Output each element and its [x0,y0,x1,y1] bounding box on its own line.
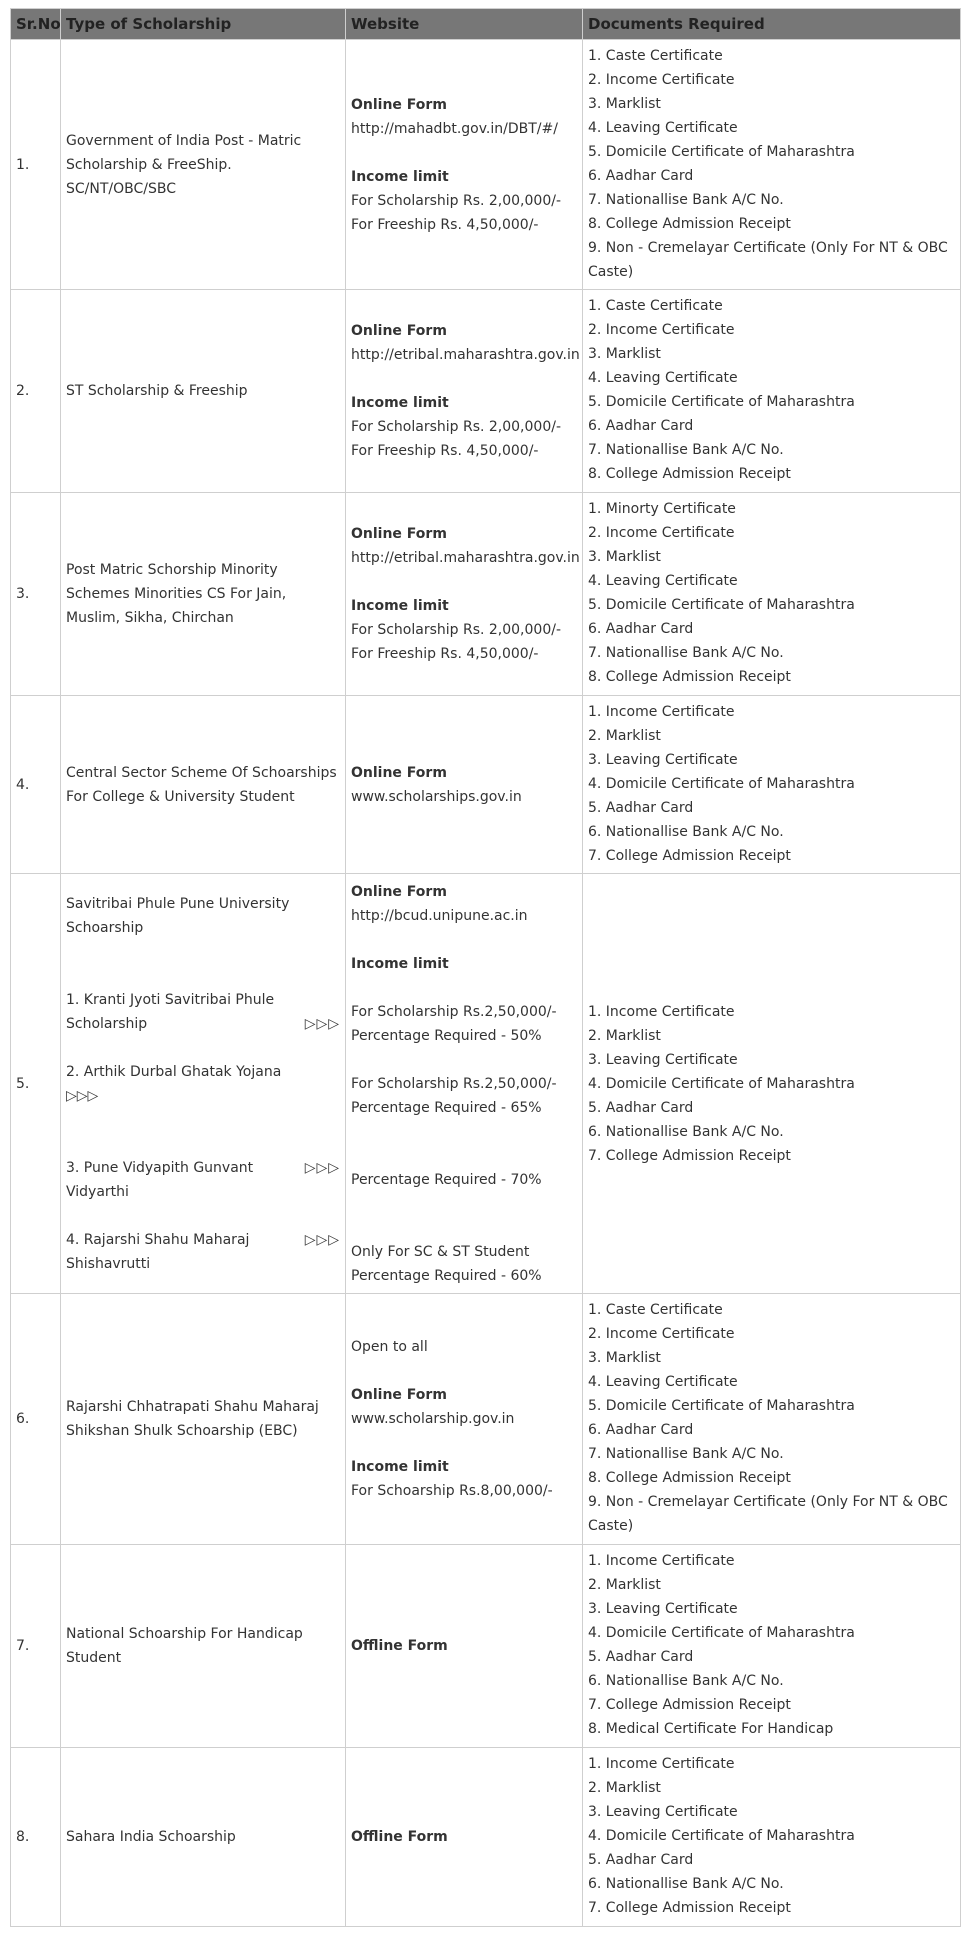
sub-scheme: 3. Pune Vidyapith Gunvant ▷▷▷ Vidyarthi [66,1156,340,1204]
scholarship-type: Rajarshi Chhatrapati Shahu Maharaj Shikshan Shulk Schoarship (EBC) [61,1294,346,1545]
row-number: 5. [11,874,61,1294]
arrow-triangles-icon: ▷▷▷ [304,1159,340,1176]
website-link[interactable]: www.scholarships.gov.in [351,788,522,805]
row-number: 6. [11,1294,61,1545]
sub-scheme: 4. Rajarshi Shahu Maharaj ▷▷▷ Shishavrutti [66,1228,340,1276]
table-header-row [11,9,961,40]
documents-list: 1. Income Certificate 2. Marklist 3. Leaving Certificate 4. Domicile Certificate of Maharashtra 5. Aadhar Card 6. Nationallise Bank A/C No. 7. College Admission Receipt 8. Medical Certificate For Handicap [583,1545,961,1748]
documents-list: 1. Caste Certificate 2. Income Certificate 3. Marklist 4. Leaving Certificate 5. Domicile Certificate of Maharashtra 6. Aadhar Card 7. Nationallise Bank A/C No. 8. College Admission Receipt 9. Non - Cremelayar Certificate (Only For NT & OBC Caste) [583,40,961,290]
documents-list: 1. Minorty Certificate 2. Income Certificate 3. Marklist 4. Leaving Certificate 5. Domicile Certificate of Maharashtra 6. Aadhar Card 7. Nationallise Bank A/C No. 8. College Admission Receipt [583,493,961,696]
arrow-triangles-icon: ▷▷▷ [304,1231,340,1248]
website-info: Offline Form [346,1545,583,1748]
table-row [11,874,961,1294]
scholarship-type: ST Scholarship & Freeship [61,290,346,493]
sub-scheme: 1. Kranti Jyoti Savitribai Phule Scholarship ▷▷▷ [66,988,340,1036]
documents-list: 1. Income Certificate 2. Marklist 3. Leaving Certificate 4. Domicile Certificate of Maharashtra 5. Aadhar Card 6. Nationallise Bank A/C No. 7. College Admission Receipt [583,1748,961,1927]
website-info: Online Form http://etribal.maharashtra.gov.in Income limit For Scholarship Rs. 2,00,000/- For Freeship Rs. 4,50,000/- [346,493,583,696]
table-row [11,696,961,874]
row-number: 1. [11,40,61,290]
website-link[interactable]: http://etribal.maharashtra.gov.in [351,550,580,566]
website-info: Online Form http://mahadbt.gov.in/DBT/#/ Income limit For Scholarship Rs. 2,00,000/- For Freeship Rs. 4,50,000/- [346,40,583,290]
scholarship-type: National Schoarship For Handicap Student [61,1545,346,1748]
scholarship-type: Post Matric Schorship Minority Schemes Minorities CS For Jain, Muslim, Sikha, Chirchan [61,493,346,696]
row-number: 3. [11,493,61,696]
scholarship-type: Government of India Post - Matric Scholarship & FreeShip. SC/NT/OBC/SBC [61,40,346,290]
header-documents: Documents Required [583,9,961,40]
website-link[interactable]: http://etribal.maharashtra.gov.in [351,347,580,363]
scholarship-type: Savitribai Phule Pune University Schoarship 1. Kranti Jyoti Savitribai Phule Scholarship ▷▷▷ 2. Arthik Durbal Ghatak Yojana ▷▷▷ 3. Pune Vidyapith Gunvant ▷▷▷ Vidyarthi 4. Rajarshi Shahu Maharaj ▷▷▷ Shishavrutti [61,874,346,1294]
row-number: 2. [11,290,61,493]
scholarship-type: Sahara India Schoarship [61,1748,346,1927]
documents-list: 1. Caste Certificate 2. Income Certificate 3. Marklist 4. Leaving Certificate 5. Domicile Certificate of Maharashtra 6. Aadhar Card 7. Nationallise Bank A/C No. 8. College Admission Receipt [583,290,961,493]
sub-scheme: 2. Arthik Durbal Ghatak Yojana ▷▷▷ [66,1060,340,1108]
documents-list: 1. Caste Certificate 2. Income Certificate 3. Marklist 4. Leaving Certificate 5. Domicile Certificate of Maharashtra 6. Aadhar Card 7. Nationallise Bank A/C No. 8. College Admission Receipt 9. Non - Cremelayar Certificate (Only For NT & OBC Caste) [583,1294,961,1545]
header-type: Type of Scholarship [61,9,346,40]
arrow-triangles-icon: ▷▷▷ [304,1015,340,1032]
scholarship-table-container [10,8,960,1927]
row-number: 7. [11,1545,61,1748]
website-info: Online Form www.scholarships.gov.in [346,696,583,874]
website-link[interactable]: http://bcud.unipune.ac.in [351,907,528,924]
website-info: Online Form http://etribal.maharashtra.gov.in Income limit For Scholarship Rs. 2,00,000/- For Freeship Rs. 4,50,000/- [346,290,583,493]
table-row [11,1545,961,1748]
website-info: Online Form http://bcud.unipune.ac.in Income limit For Scholarship Rs.2,50,000/- Percentage Required - 50% For Scholarship Rs.2,50,000/- Percentage Required - 65% Percentage Required - 70% Only For SC & ST Student Percentage Required - 60% [346,874,583,1294]
documents-list: 1. Income Certificate 2. Marklist 3. Leaving Certificate 4. Domicile Certificate of Maharashtra 5. Aadhar Card 6. Nationallise Bank A/C No. 7. College Admission Receipt [583,874,961,1294]
table-row [11,40,961,290]
row-number: 4. [11,696,61,874]
header-website: Website [346,9,583,40]
table-row [11,493,961,696]
scholarship-type: Central Sector Scheme Of Schoarships For College & University Student [61,696,346,874]
website-link[interactable]: http://mahadbt.gov.in/DBT/#/ [351,120,558,137]
website-link[interactable]: www.scholarship.gov.in [351,1411,515,1427]
row-number: 8. [11,1748,61,1927]
table-row [11,1294,961,1545]
website-info: Offline Form [346,1748,583,1927]
table-row [11,290,961,493]
documents-list: 1. Income Certificate 2. Marklist 3. Leaving Certificate 4. Domicile Certificate of Maharashtra 5. Aadhar Card 6. Nationallise Bank A/C No. 7. College Admission Receipt [583,696,961,874]
scholarship-table [10,8,961,1927]
header-sr-no: Sr.No [11,9,61,40]
website-info: Open to all Online Form www.scholarship.gov.in Income limit For Schoarship Rs.8,00,000/- [346,1294,583,1545]
table-row [11,1748,961,1927]
arrow-triangles-icon: ▷▷▷ [66,1087,99,1104]
